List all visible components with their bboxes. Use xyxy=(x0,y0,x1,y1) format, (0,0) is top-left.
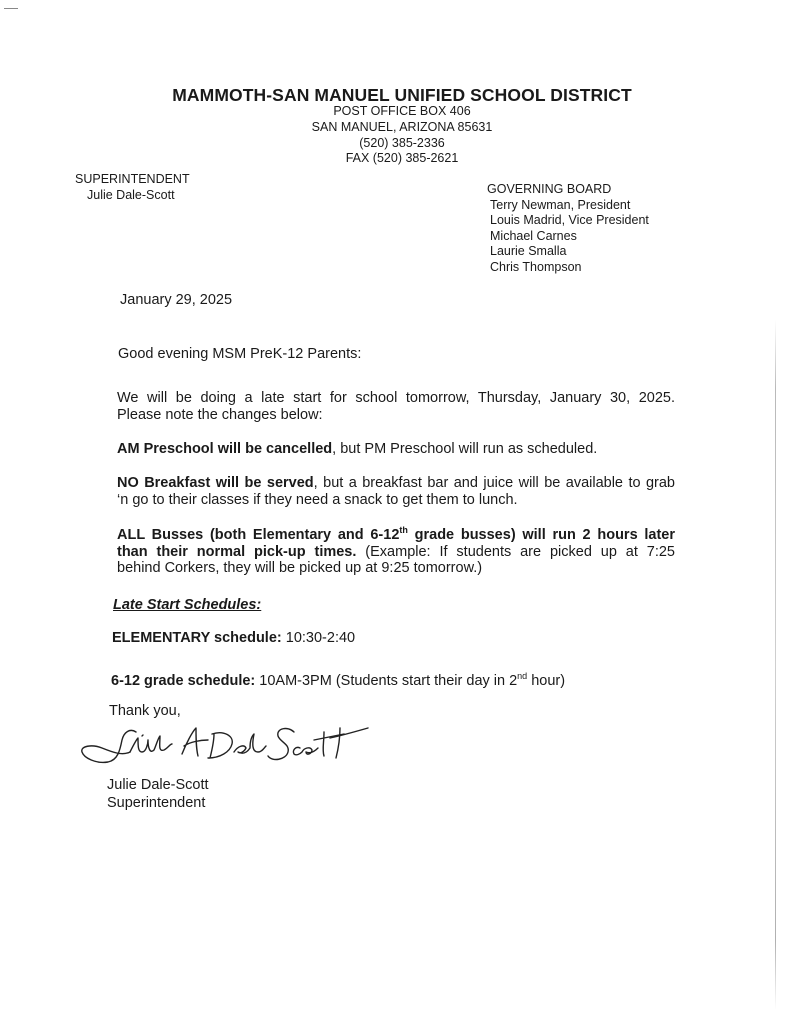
board-member: Louis Madrid, Vice President xyxy=(490,213,649,227)
elementary-value: 10:30-2:40 xyxy=(281,630,356,646)
superintendent-title: SUPERINTENDENT xyxy=(75,172,190,186)
board-member: Terry Newman, President xyxy=(490,197,631,212)
busses-sup: th xyxy=(399,525,408,536)
elementary-schedule xyxy=(112,630,355,647)
superintendent-name: Julie Dale-Scott xyxy=(87,187,175,202)
district-name: MAMMOTH-SAN MANUEL UNIFIED SCHOOL DISTRICT xyxy=(172,85,632,105)
address-city: SAN MANUEL, ARIZONA 85631 xyxy=(311,120,493,134)
preschool-bold: AM Preschool will be cancelled xyxy=(117,441,333,457)
breakfast-line-2: ‘n go to their classes if they need a snack to get them to lunch. xyxy=(117,491,518,508)
preschool-rest: , but PM Preschool will run as scheduled. xyxy=(332,441,598,457)
secondary-label: 6-12 grade schedule: xyxy=(111,673,256,689)
breakfast-paragraph xyxy=(117,475,675,508)
address-phone: (520) 385-2336 xyxy=(359,136,445,150)
governing-board-title: GOVERNING BOARD xyxy=(487,182,612,196)
letter-date: January 29, 2025 xyxy=(120,292,233,308)
board-member: Michael Carnes xyxy=(490,228,577,243)
board-member: Chris Thompson xyxy=(490,259,582,274)
late-start-heading: Late Start Schedules: xyxy=(113,597,262,613)
address-fax: FAX (520) 385-2621 xyxy=(345,151,459,165)
signer-title: Superintendent xyxy=(107,795,206,811)
busses-bold-1: ALL Busses (both Elementary and 6-12 xyxy=(117,527,400,543)
secondary-value-2: hour) xyxy=(527,673,566,689)
secondary-schedule xyxy=(111,673,565,690)
intro-paragraph xyxy=(117,390,675,423)
secondary-value-1: 10AM-3PM (Students start their day in 2 xyxy=(255,673,518,689)
signer-name: Julie Dale-Scott xyxy=(107,777,209,793)
elementary-label: ELEMENTARY schedule: xyxy=(112,630,282,646)
intro-line-1: We will be doing a late start for school tomorrow, Thursday, January 30, 2025. xyxy=(117,390,675,406)
scan-edge xyxy=(775,320,776,1010)
signature xyxy=(78,718,378,780)
salutation: Good evening MSM PreK-12 Parents: xyxy=(118,346,362,362)
board-member: Laurie Smalla xyxy=(490,244,567,258)
superintendent-block xyxy=(75,172,190,203)
busses-rest: (Example: If students are picked up at 7:25 xyxy=(356,543,675,560)
secondary-sup: nd xyxy=(517,671,528,682)
busses-paragraph xyxy=(117,527,675,577)
address-po-box: POST OFFICE BOX 406 xyxy=(333,104,471,118)
governing-board-block xyxy=(487,182,649,275)
busses-bold-3: than their normal pick-up times. xyxy=(117,543,357,560)
busses-line-3: behind Corkers, they will be picked up at 9:25 tomorrow.) xyxy=(117,560,483,576)
busses-bold-2: grade busses) will run 2 hours later xyxy=(407,527,675,543)
closing: Thank you, xyxy=(109,703,181,719)
preschool-paragraph xyxy=(117,441,675,458)
scan-mark xyxy=(4,8,18,9)
intro-line-2: Please note the changes below: xyxy=(117,406,323,423)
breakfast-rest: , but a breakfast bar and juice will be available to grab xyxy=(313,475,675,491)
breakfast-bold: NO Breakfast will be served xyxy=(117,475,314,491)
